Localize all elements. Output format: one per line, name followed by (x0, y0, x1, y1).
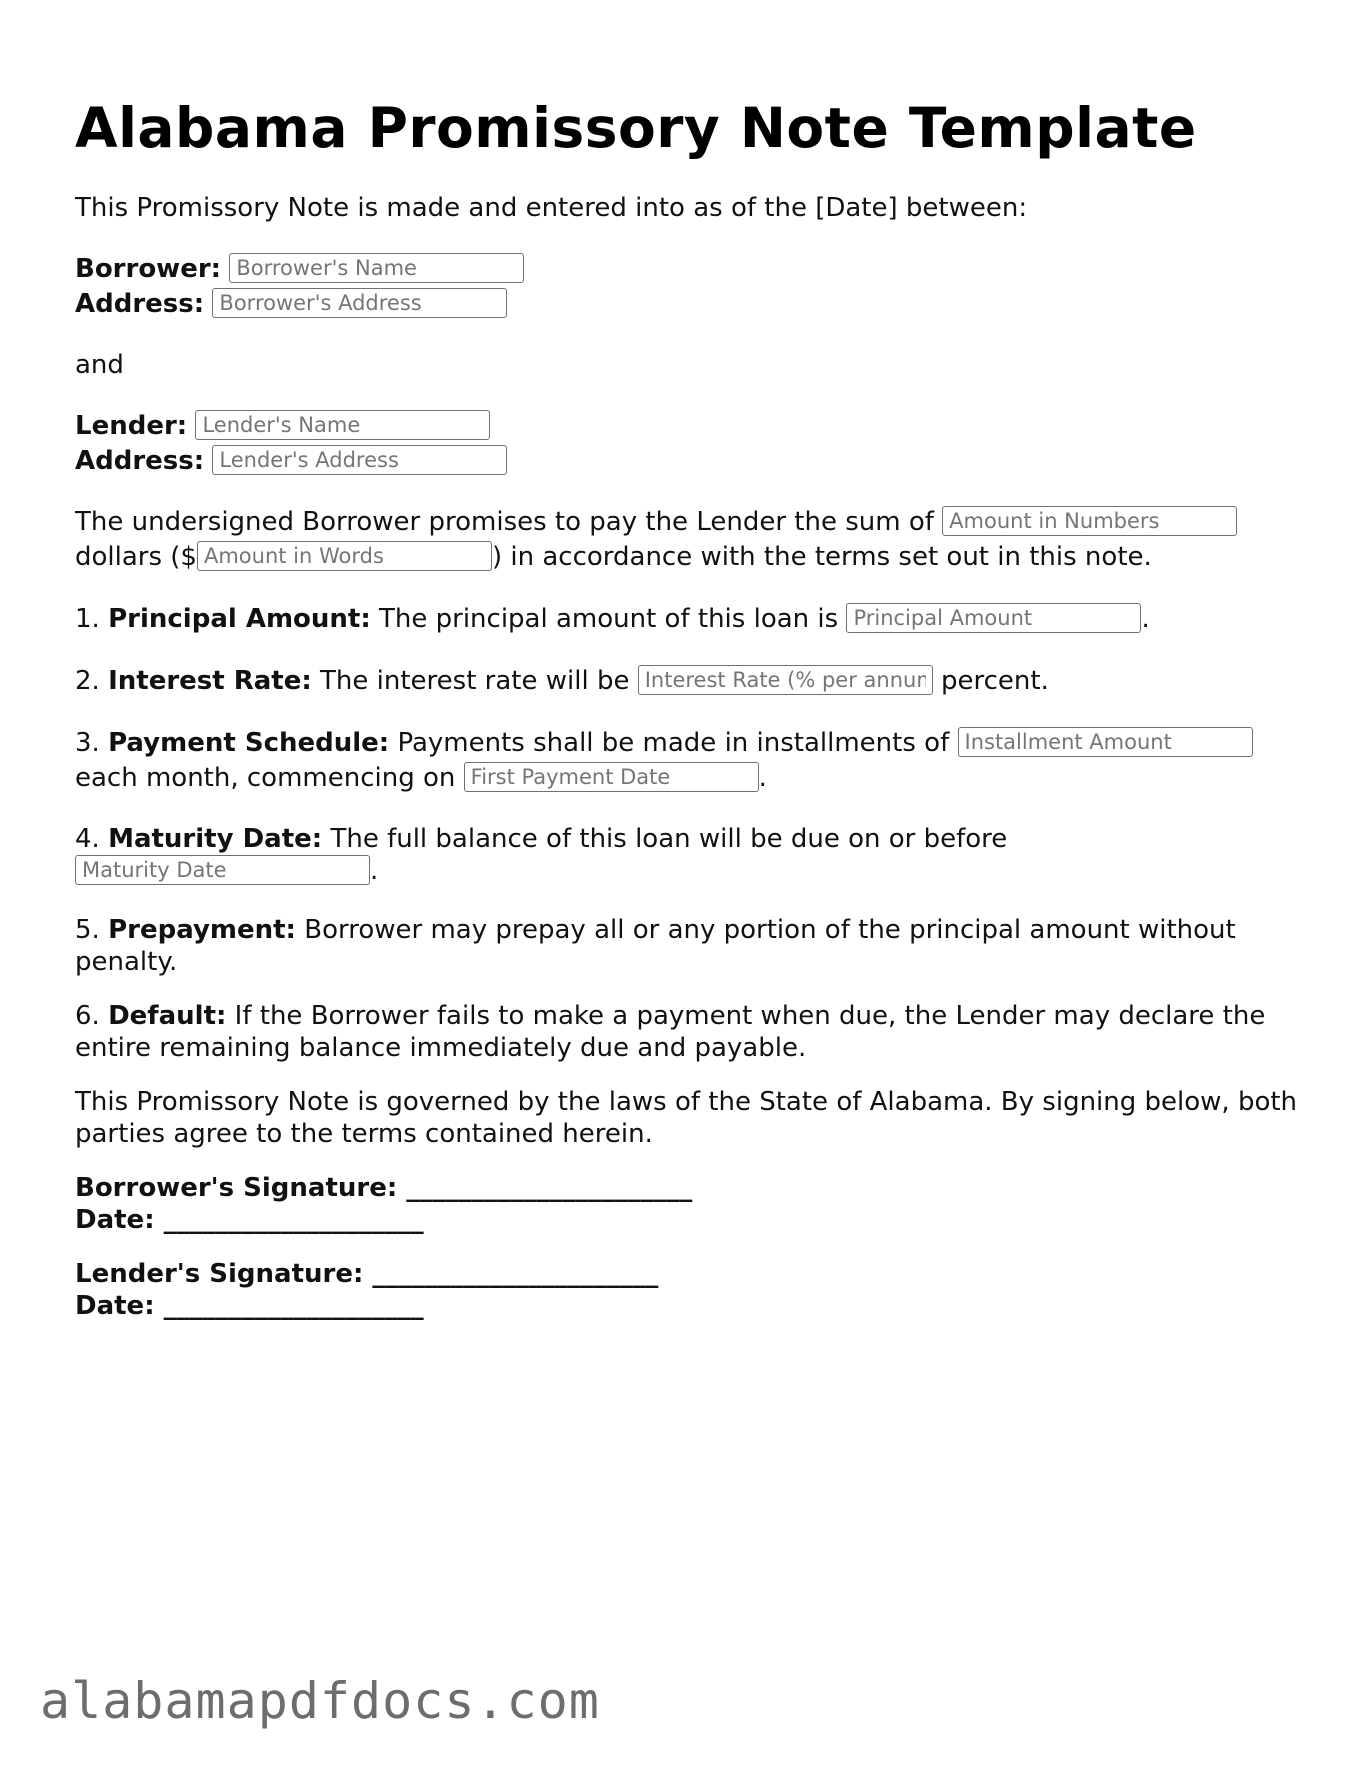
borrower-date-line: Date: ____________________ (75, 1205, 424, 1235)
interest-label: Interest Rate: (108, 666, 312, 696)
sum-text-after: ) in accordance with the terms set out in this note. (491, 542, 1152, 572)
maturity-text: The full balance of this loan will be due on or before (330, 824, 1008, 854)
lender-signature-block (75, 1258, 1315, 1322)
lender-name-label: Lender: (75, 411, 188, 441)
borrower-address-label: Address: (75, 289, 205, 319)
borrower-block (75, 252, 1315, 322)
intro-text: This Promissory Note is made and entered into as of the [Date] between: (75, 193, 1028, 223)
sum-text-before: The undersigned Borrower promises to pay the Lender the sum of (75, 507, 934, 537)
principal-number: 1. (75, 604, 100, 634)
lender-address-label: Address: (75, 446, 205, 476)
prepayment-term (75, 914, 1315, 978)
schedule-term (75, 726, 1315, 796)
maturity-date-input[interactable] (75, 855, 370, 885)
interest-text: The interest rate will be (320, 666, 630, 696)
sum-paragraph (75, 505, 1315, 575)
lender-name-input[interactable] (195, 410, 490, 440)
maturity-end: . (370, 856, 379, 886)
lender-date-line: Date: ____________________ (75, 1291, 424, 1321)
principal-label: Principal Amount: (108, 604, 371, 634)
sum-text-dollars: dollars ($ (75, 542, 197, 572)
borrower-name-label: Borrower: (75, 254, 222, 284)
schedule-text2: each month, commencing on (75, 763, 456, 793)
installment-amount-input[interactable] (958, 727, 1253, 757)
maturity-number: 4. (75, 824, 100, 854)
default-number: 6. (75, 1001, 100, 1031)
first-payment-date-input[interactable] (464, 762, 759, 792)
governing-law-text: This Promissory Note is governed by the laws of the State of Alabama. By signing below, both parties agree to the terms contained herein. (75, 1087, 1298, 1149)
lender-signature-line: Lender's Signature: ______________________ (75, 1259, 659, 1289)
schedule-end: . (758, 763, 767, 793)
principal-text: The principal amount of this loan is (379, 604, 839, 634)
default-label: Default: (108, 1001, 227, 1031)
prepayment-number: 5. (75, 915, 100, 945)
schedule-number: 3. (75, 728, 100, 758)
amount-words-input[interactable] (197, 541, 492, 571)
interest-number: 2. (75, 666, 100, 696)
borrower-name-input[interactable] (229, 253, 524, 283)
prepayment-text: Borrower may prepay all or any portion of the principal amount without penalty. (75, 915, 1236, 977)
watermark: alabamapdfdocs.com (40, 1672, 600, 1730)
lender-address-input[interactable] (212, 445, 507, 475)
borrower-address-input[interactable] (212, 288, 507, 318)
principal-amount-input[interactable] (846, 603, 1141, 633)
amount-numbers-input[interactable] (942, 506, 1237, 536)
borrower-signature-line: Borrower's Signature: ______________________ (75, 1173, 693, 1203)
schedule-label: Payment Schedule: (108, 728, 390, 758)
borrower-signature-block (75, 1172, 1315, 1236)
document-page (75, 88, 1315, 1322)
principal-term (75, 602, 1315, 637)
prepayment-label: Prepayment: (108, 915, 296, 945)
maturity-term (75, 823, 1315, 887)
default-text: If the Borrower fails to make a payment when due, the Lender may declare the entire remaining balance immediately due and payable. (75, 1001, 1266, 1063)
maturity-label: Maturity Date: (108, 824, 323, 854)
schedule-text: Payments shall be made in installments of (397, 728, 950, 758)
interest-rate-input[interactable] (638, 665, 933, 695)
interest-term (75, 664, 1315, 699)
and-text: and (75, 350, 124, 380)
lender-block (75, 409, 1315, 479)
default-term (75, 1000, 1315, 1064)
page-title: Alabama Promissory Note Template (75, 96, 1197, 160)
interest-end: percent. (940, 666, 1049, 696)
principal-end: . (1141, 604, 1150, 634)
